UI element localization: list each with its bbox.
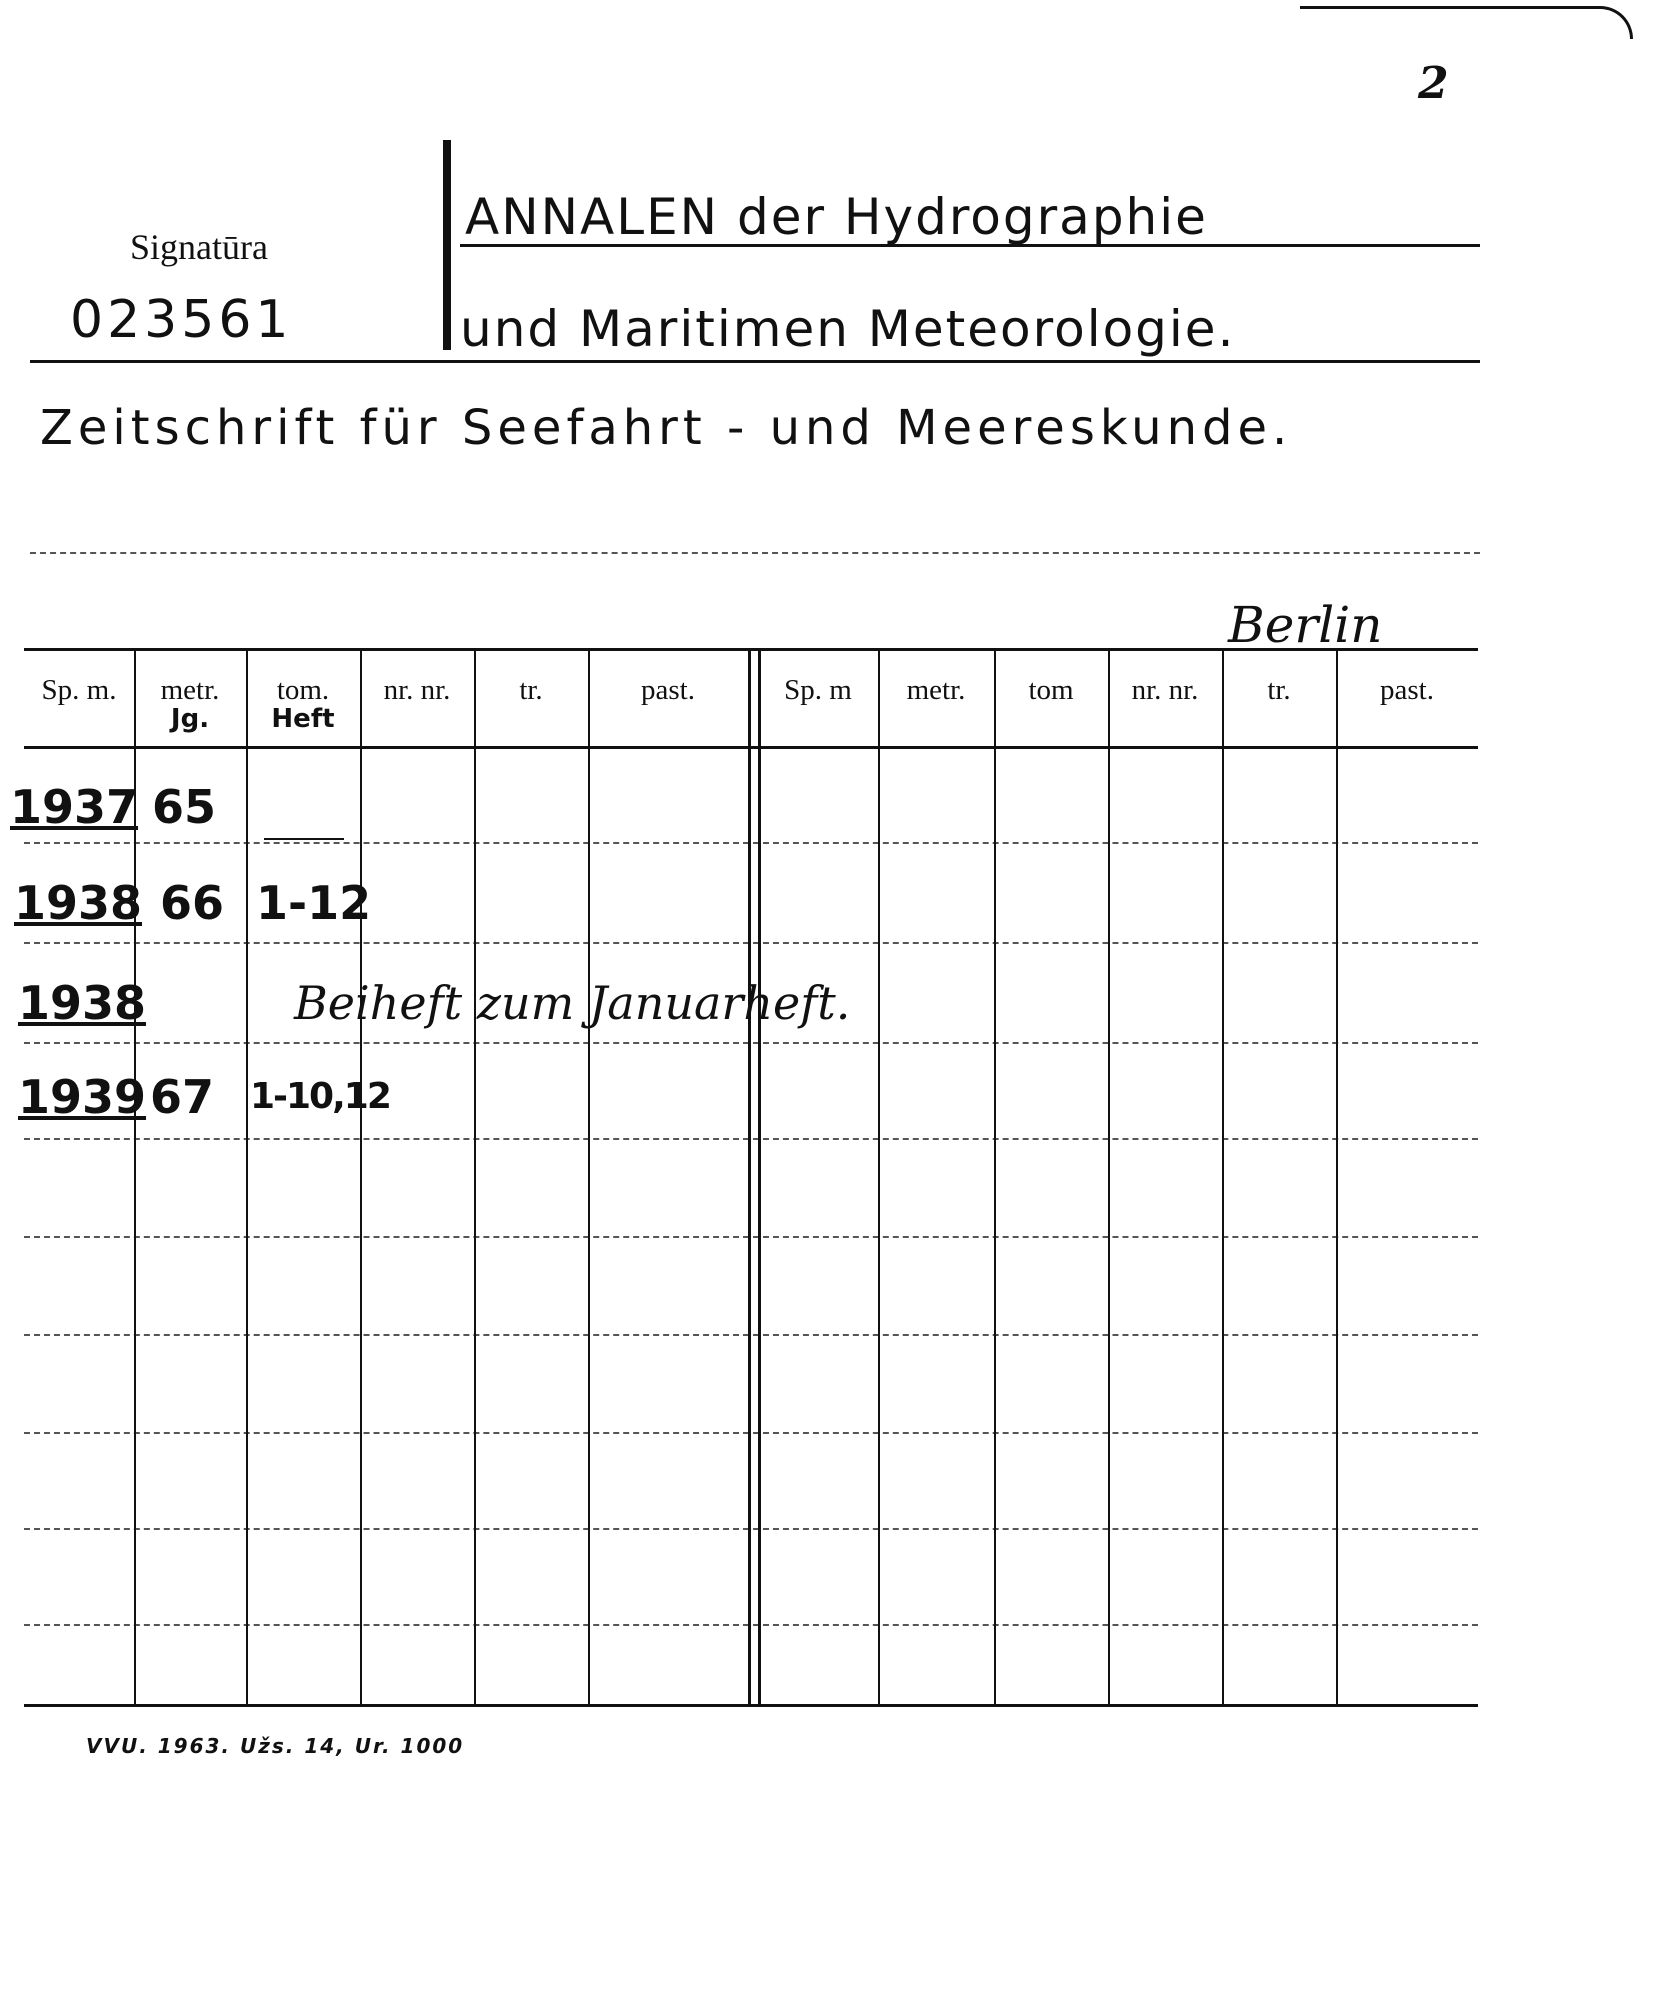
title-underline-2	[30, 360, 1480, 363]
holdings-table	[10, 648, 1478, 1706]
row-rule	[24, 1042, 1478, 1044]
header-sp-m-right: Sp. m	[784, 674, 852, 706]
center-double-rule	[748, 648, 751, 1706]
subheader-heft: Heft	[271, 704, 335, 734]
blank-rule	[30, 552, 1480, 554]
row-2-jg: 66	[160, 876, 225, 930]
row-rule	[24, 1528, 1478, 1530]
column-rule	[474, 648, 476, 1706]
row-1-heft-blank	[264, 838, 344, 840]
subheader-jg: Jg.	[170, 704, 210, 734]
header-nr-nr: nr. nr.	[383, 674, 451, 706]
table-bottom-rule	[24, 1704, 1478, 1707]
signatura-value: 023561	[70, 290, 293, 350]
card-corner-curl	[1300, 6, 1633, 39]
header-nr-nr-right: nr. nr.	[1131, 674, 1199, 706]
row-rule	[24, 1236, 1478, 1238]
table-top-rule	[24, 648, 1478, 651]
header-metr-right: metr.	[906, 674, 966, 706]
row-2-year: 1938	[14, 876, 143, 930]
column-rule	[1108, 648, 1110, 1706]
row-2-heft: 1-12	[256, 876, 372, 930]
column-rule	[588, 648, 590, 1706]
title-divider	[443, 140, 451, 350]
column-rule	[994, 648, 996, 1706]
row-4-year: 1939	[18, 1070, 147, 1124]
row-1-jg: 65	[152, 780, 217, 834]
header-sp-m: Sp. m.	[41, 674, 117, 706]
row-rule	[24, 1624, 1478, 1626]
row-rule	[24, 1138, 1478, 1140]
row-3-year: 1938	[18, 976, 147, 1030]
print-footer: VVU. 1963. Užs. 14, Ur. 1000	[86, 1734, 465, 1758]
title-line-2: und Maritimen Meteorologie.	[460, 300, 1236, 358]
header-metr: metr.	[160, 674, 220, 706]
column-rule	[246, 648, 248, 1706]
row-rule	[24, 1432, 1478, 1434]
page-number: 2	[1418, 58, 1449, 109]
column-rule	[878, 648, 880, 1706]
place-of-publication: Berlin	[1228, 596, 1383, 654]
row-4-jg: 67	[150, 1070, 215, 1124]
row-rule	[24, 842, 1478, 844]
header-bottom-rule	[24, 746, 1478, 749]
column-rule	[1222, 648, 1224, 1706]
header-tom: tom.	[276, 674, 330, 706]
center-double-rule	[758, 648, 761, 1706]
column-rule	[360, 648, 362, 1706]
header-past: past.	[641, 674, 695, 706]
row-4-heft: 1-10,12	[250, 1076, 390, 1117]
header-tom-right: tom	[1028, 674, 1074, 706]
title-line-1: ANNALEN der Hydrographie	[465, 188, 1208, 246]
subtitle: Zeitschrift für Seefahrt - und Meereskunde.	[40, 400, 1293, 456]
signatura-label: Signatūra	[130, 227, 268, 267]
header-tr-right: tr.	[1267, 674, 1291, 706]
row-1-year: 1937	[10, 780, 139, 834]
header-tr: tr.	[519, 674, 543, 706]
row-rule	[24, 942, 1478, 944]
column-rule	[1336, 648, 1338, 1706]
row-3-note: Beiheft zum Januarheft.	[294, 976, 851, 1030]
header-past-right: past.	[1380, 674, 1434, 706]
title-underline-1	[460, 244, 1480, 247]
row-rule	[24, 1334, 1478, 1336]
